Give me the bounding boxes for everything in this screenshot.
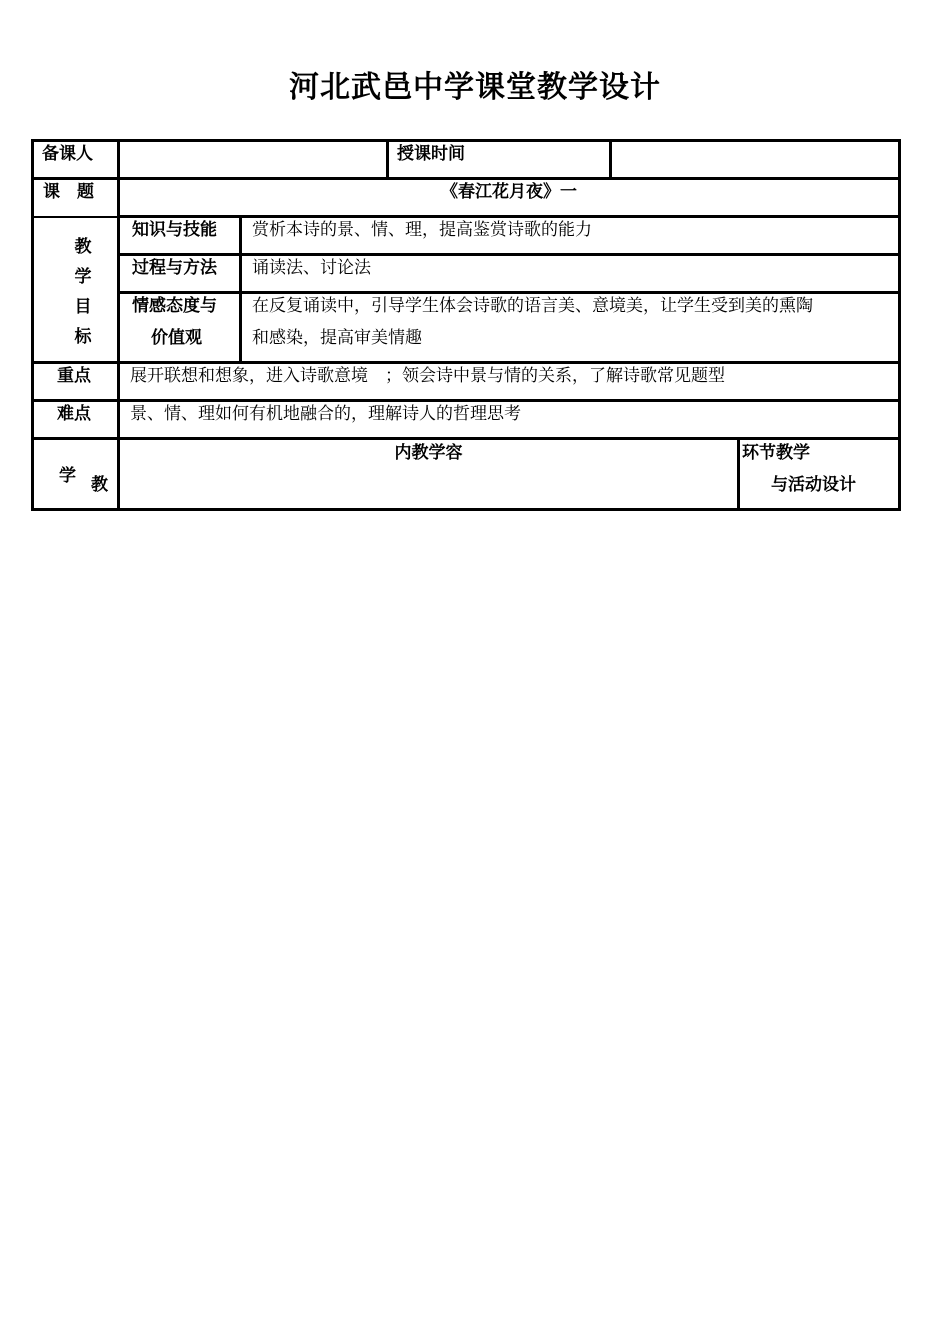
objective-knowledge-label: 知识与技能 bbox=[132, 220, 217, 240]
activity-header-line1: 环节教学 bbox=[742, 443, 810, 463]
objectives-label-char-4: 标 bbox=[74, 327, 92, 347]
difficulty-value: 景、情、理如何有机地融合的，理解诗人的哲理思考 bbox=[130, 404, 521, 424]
teaching-content-header: 内教学容 bbox=[394, 443, 463, 463]
key-point-label: 重点 bbox=[57, 366, 91, 386]
topic-label: 课 题 bbox=[43, 182, 94, 202]
topic-value: 《春江花月夜》一 bbox=[441, 182, 577, 202]
key-point-value: 展开联想和想象，进入诗歌意境 ；领会诗中景与情的关系，了解诗歌常见题型 bbox=[130, 366, 725, 386]
difficulty-label: 难点 bbox=[57, 404, 91, 424]
objective-process-content: 诵读法、讨论法 bbox=[252, 258, 371, 278]
lesson-time-label: 授课时间 bbox=[397, 144, 465, 164]
objective-process-label: 过程与方法 bbox=[132, 258, 217, 278]
objectives-label-char-1: 教 bbox=[74, 237, 92, 257]
objective-emotion-label-line2: 价值观 bbox=[151, 328, 202, 348]
process-label-a: 学 bbox=[59, 466, 76, 486]
objectives-label-char-2: 学 bbox=[74, 267, 92, 287]
objective-emotion-content-line1: 在反复诵读中，引导学生体会诗歌的语言美、意境美，让学生受到美的熏陶 bbox=[252, 296, 813, 316]
objective-knowledge-content: 赏析本诗的景、情、理，提高鉴赏诗歌的能力 bbox=[252, 220, 592, 240]
objectives-label-char-3: 目 bbox=[74, 297, 92, 317]
objective-emotion-content-line2: 和感染，提高审美情趣 bbox=[252, 328, 422, 348]
preparer-label: 备课人 bbox=[42, 144, 93, 164]
objective-emotion-label-line1: 情感态度与 bbox=[132, 296, 217, 316]
page-title: 河北武邑中学课堂教学设计 bbox=[289, 70, 661, 105]
process-label-b: 教 bbox=[91, 475, 108, 495]
activity-header-line2: 与活动设计 bbox=[771, 475, 856, 495]
